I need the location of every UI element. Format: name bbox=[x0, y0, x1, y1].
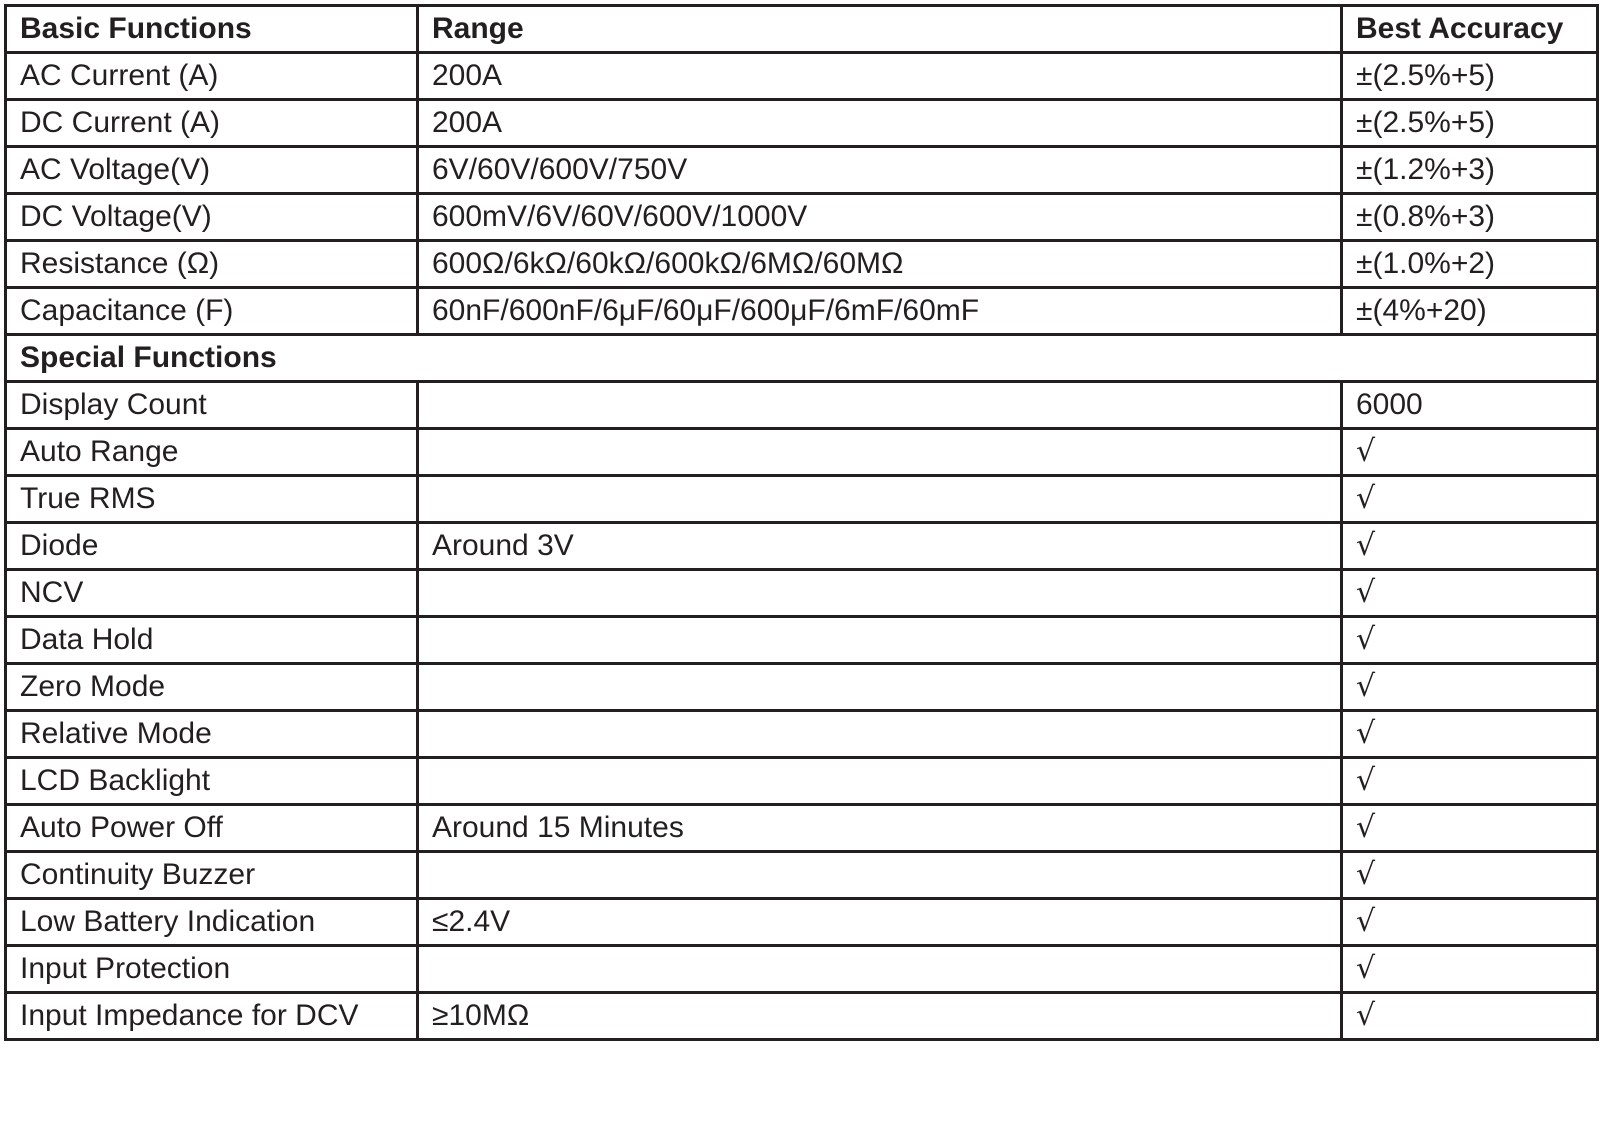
range-cell bbox=[418, 617, 1342, 664]
function-cell: Capacitance (F) bbox=[6, 288, 418, 335]
check-mark-icon: √ bbox=[1342, 664, 1598, 711]
range-cell: 60nF/600nF/6μF/60μF/600μF/6mF/60mF bbox=[418, 288, 1342, 335]
table-row bbox=[6, 476, 1598, 523]
accuracy-cell: ±(4%+20) bbox=[1342, 288, 1598, 335]
range-cell bbox=[418, 570, 1342, 617]
check-mark-icon: √ bbox=[1342, 758, 1598, 805]
table-row bbox=[6, 899, 1598, 946]
function-cell: Data Hold bbox=[6, 617, 418, 664]
function-cell: AC Current (A) bbox=[6, 53, 418, 100]
range-cell bbox=[418, 711, 1342, 758]
function-cell: Auto Range bbox=[6, 429, 418, 476]
function-cell: Continuity Buzzer bbox=[6, 852, 418, 899]
accuracy-cell: ±(0.8%+3) bbox=[1342, 194, 1598, 241]
header-best-accuracy: Best Accuracy bbox=[1342, 6, 1598, 53]
range-cell: Around 3V bbox=[418, 523, 1342, 570]
range-cell: 200A bbox=[418, 53, 1342, 100]
range-cell: Around 15 Minutes bbox=[418, 805, 1342, 852]
accuracy-cell: ±(1.0%+2) bbox=[1342, 241, 1598, 288]
check-mark-icon: √ bbox=[1342, 993, 1598, 1040]
range-cell bbox=[418, 429, 1342, 476]
range-cell bbox=[418, 664, 1342, 711]
range-cell: ≥10MΩ bbox=[418, 993, 1342, 1040]
range-cell bbox=[418, 758, 1342, 805]
special-functions-section-row bbox=[6, 335, 1598, 382]
function-cell: Input Protection bbox=[6, 946, 418, 993]
check-mark-icon: √ bbox=[1342, 711, 1598, 758]
range-cell bbox=[418, 852, 1342, 899]
accuracy-cell: 6000 bbox=[1342, 382, 1598, 429]
spec-table bbox=[4, 4, 1599, 1041]
check-mark-icon: √ bbox=[1342, 805, 1598, 852]
table-row bbox=[6, 664, 1598, 711]
accuracy-cell: ±(2.5%+5) bbox=[1342, 53, 1598, 100]
table-row bbox=[6, 100, 1598, 147]
table-row bbox=[6, 711, 1598, 758]
table-row bbox=[6, 53, 1598, 100]
accuracy-cell: ±(2.5%+5) bbox=[1342, 100, 1598, 147]
table-row bbox=[6, 852, 1598, 899]
range-cell bbox=[418, 946, 1342, 993]
function-cell: Display Count bbox=[6, 382, 418, 429]
table-row bbox=[6, 241, 1598, 288]
check-mark-icon: √ bbox=[1342, 617, 1598, 664]
header-basic-functions: Basic Functions bbox=[6, 6, 418, 53]
check-mark-icon: √ bbox=[1342, 946, 1598, 993]
function-cell: Low Battery Indication bbox=[6, 899, 418, 946]
special-functions-heading: Special Functions bbox=[6, 335, 1598, 382]
function-cell: Relative Mode bbox=[6, 711, 418, 758]
function-cell: DC Voltage(V) bbox=[6, 194, 418, 241]
range-cell bbox=[418, 476, 1342, 523]
check-mark-icon: √ bbox=[1342, 523, 1598, 570]
spec-table-body bbox=[6, 6, 1598, 1040]
range-cell: 200A bbox=[418, 100, 1342, 147]
table-row bbox=[6, 617, 1598, 664]
range-cell: 600Ω/6kΩ/60kΩ/600kΩ/6MΩ/60MΩ bbox=[418, 241, 1342, 288]
function-cell: NCV bbox=[6, 570, 418, 617]
table-row bbox=[6, 523, 1598, 570]
range-cell: ≤2.4V bbox=[418, 899, 1342, 946]
check-mark-icon: √ bbox=[1342, 899, 1598, 946]
check-mark-icon: √ bbox=[1342, 476, 1598, 523]
check-mark-icon: √ bbox=[1342, 852, 1598, 899]
range-cell: 600mV/6V/60V/600V/1000V bbox=[418, 194, 1342, 241]
accuracy-cell: ±(1.2%+3) bbox=[1342, 147, 1598, 194]
table-row bbox=[6, 993, 1598, 1040]
range-cell: 6V/60V/600V/750V bbox=[418, 147, 1342, 194]
range-cell bbox=[418, 382, 1342, 429]
function-cell: Zero Mode bbox=[6, 664, 418, 711]
table-row bbox=[6, 805, 1598, 852]
table-header-row bbox=[6, 6, 1598, 53]
table-row bbox=[6, 194, 1598, 241]
table-row bbox=[6, 382, 1598, 429]
table-row bbox=[6, 946, 1598, 993]
function-cell: Auto Power Off bbox=[6, 805, 418, 852]
table-row bbox=[6, 570, 1598, 617]
check-mark-icon: √ bbox=[1342, 429, 1598, 476]
function-cell: AC Voltage(V) bbox=[6, 147, 418, 194]
function-cell: Input Impedance for DCV bbox=[6, 993, 418, 1040]
function-cell: Resistance (Ω) bbox=[6, 241, 418, 288]
header-range: Range bbox=[418, 6, 1342, 53]
check-mark-icon: √ bbox=[1342, 570, 1598, 617]
table-row bbox=[6, 288, 1598, 335]
table-row bbox=[6, 147, 1598, 194]
function-cell: LCD Backlight bbox=[6, 758, 418, 805]
function-cell: DC Current (A) bbox=[6, 100, 418, 147]
function-cell: Diode bbox=[6, 523, 418, 570]
table-row bbox=[6, 758, 1598, 805]
function-cell: True RMS bbox=[6, 476, 418, 523]
table-row bbox=[6, 429, 1598, 476]
